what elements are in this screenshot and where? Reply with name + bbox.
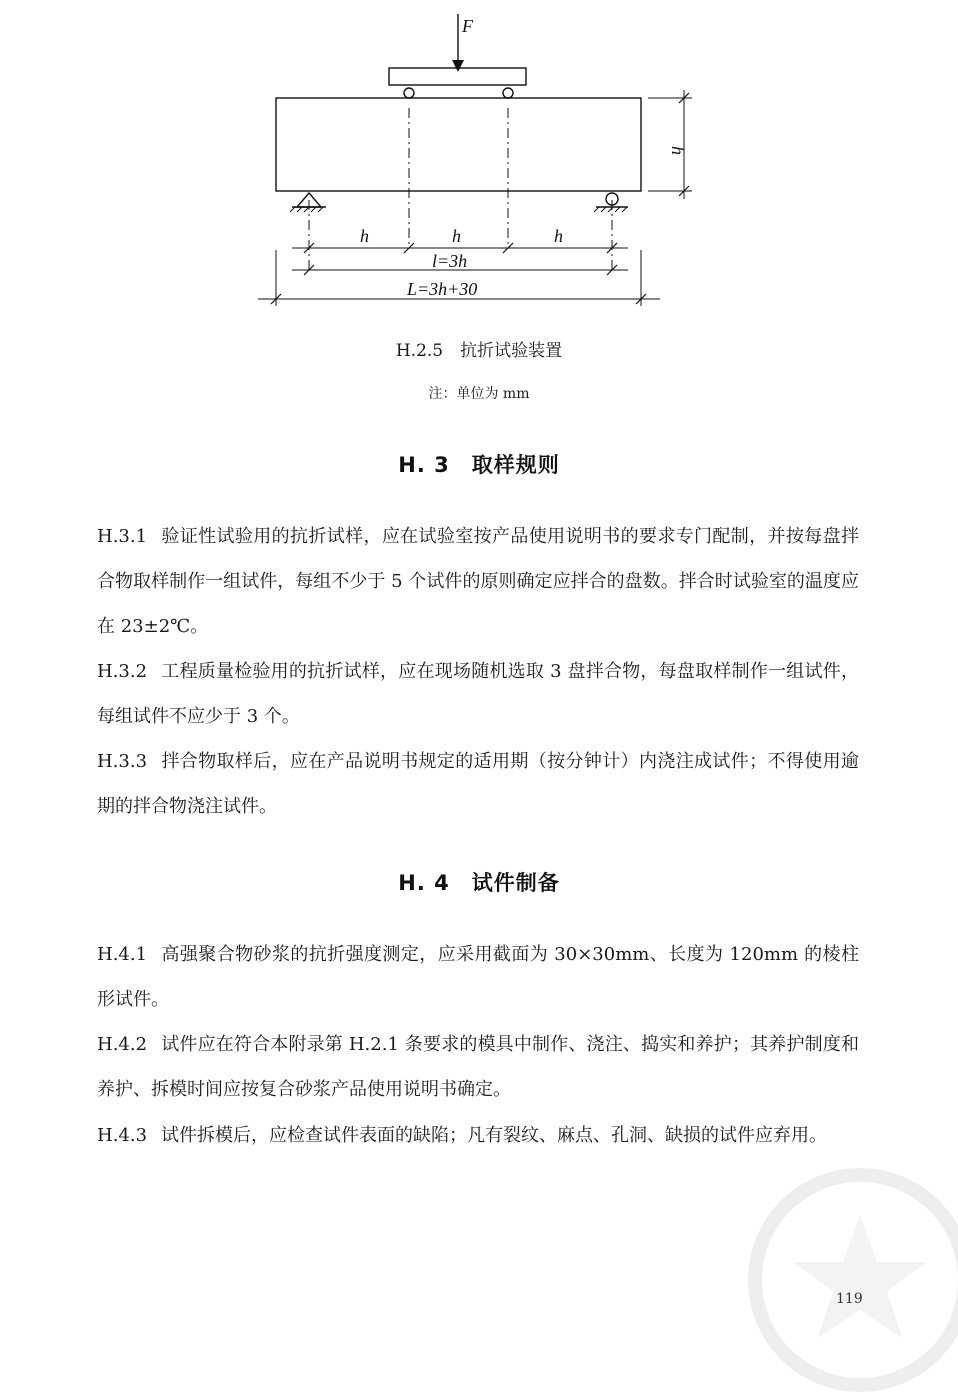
diagram-drawing (0, 0, 958, 320)
L-label: L=3h+30 (407, 279, 478, 299)
clause-number: H.3.3 (97, 751, 148, 772)
clause-text: 工程质量检验用的抗折试样，应在现场随机选取 3 盘拌合物，每盘取样制作一组试件，每组试件不应少于 3 个。 (97, 661, 859, 727)
flexural-test-diagram (0, 0, 958, 320)
clause-h4-2 (97, 1022, 859, 1112)
clause-h3-2 (97, 649, 859, 739)
clause-number: H.3.2 (97, 661, 148, 682)
clause-h4-1 (97, 932, 859, 1022)
clause-h4-3 (97, 1113, 859, 1158)
span-label-2: h (452, 226, 461, 246)
figure-caption: H.2.5 抗折试验装置 (395, 341, 563, 361)
height-label: h (668, 146, 688, 155)
clause-h3-3 (97, 739, 859, 829)
clause-number: H.4.2 (97, 1034, 148, 1055)
load-roller-left (404, 88, 414, 98)
clause-number: H.4.1 (97, 944, 148, 965)
l-label: l=3h (432, 251, 468, 271)
clause-number: H.3.1 (97, 526, 148, 547)
clause-text: 高强聚合物砂浆的抗折强度测定，应采用截面为 30×30mm、长度为 120mm 的棱柱形试件。 (97, 944, 859, 1010)
clause-text: 试件应在符合本附录第 H.2.1 条要求的模具中制作、浇注、捣实和养护；其养护制度和养护、拆模时间应按复合砂浆产品使用说明书确定。 (97, 1034, 859, 1100)
specimen-beam (276, 98, 641, 191)
force-label: F (462, 16, 473, 36)
clause-text: 拌合物取样后，应在产品说明书规定的适用期（按分钟计）内浇注成试件；不得使用逾期的拌合物浇注试件。 (97, 751, 859, 817)
span-label-1: h (360, 226, 369, 246)
clause-number: H.4.3 (97, 1125, 148, 1146)
clause-text: 试件拆模后，应检查试件表面的缺陷；凡有裂纹、麻点、孔洞、缺损的试件应弃用。 (161, 1125, 828, 1146)
clause-h3-1 (97, 514, 859, 649)
load-roller-right (503, 88, 513, 98)
figure-note: 注：单位为 mm (428, 386, 530, 402)
span-label-3: h (554, 226, 563, 246)
section-heading-h4: H. 4 试件制备 (398, 871, 560, 895)
page-number: 119 (836, 1291, 863, 1307)
clause-text: 验证性试验用的抗折试样，应在试验室按产品使用说明书的要求专门配制，并按每盘拌合物取样制作一组试件，每组不少于 5 个试件的原则确定应拌合的盘数。拌合时试验室的温度应在 23±2℃。 (97, 526, 859, 637)
watermark-stamp (740, 1160, 958, 1400)
section-heading-h3: H. 3 取样规则 (398, 453, 560, 477)
